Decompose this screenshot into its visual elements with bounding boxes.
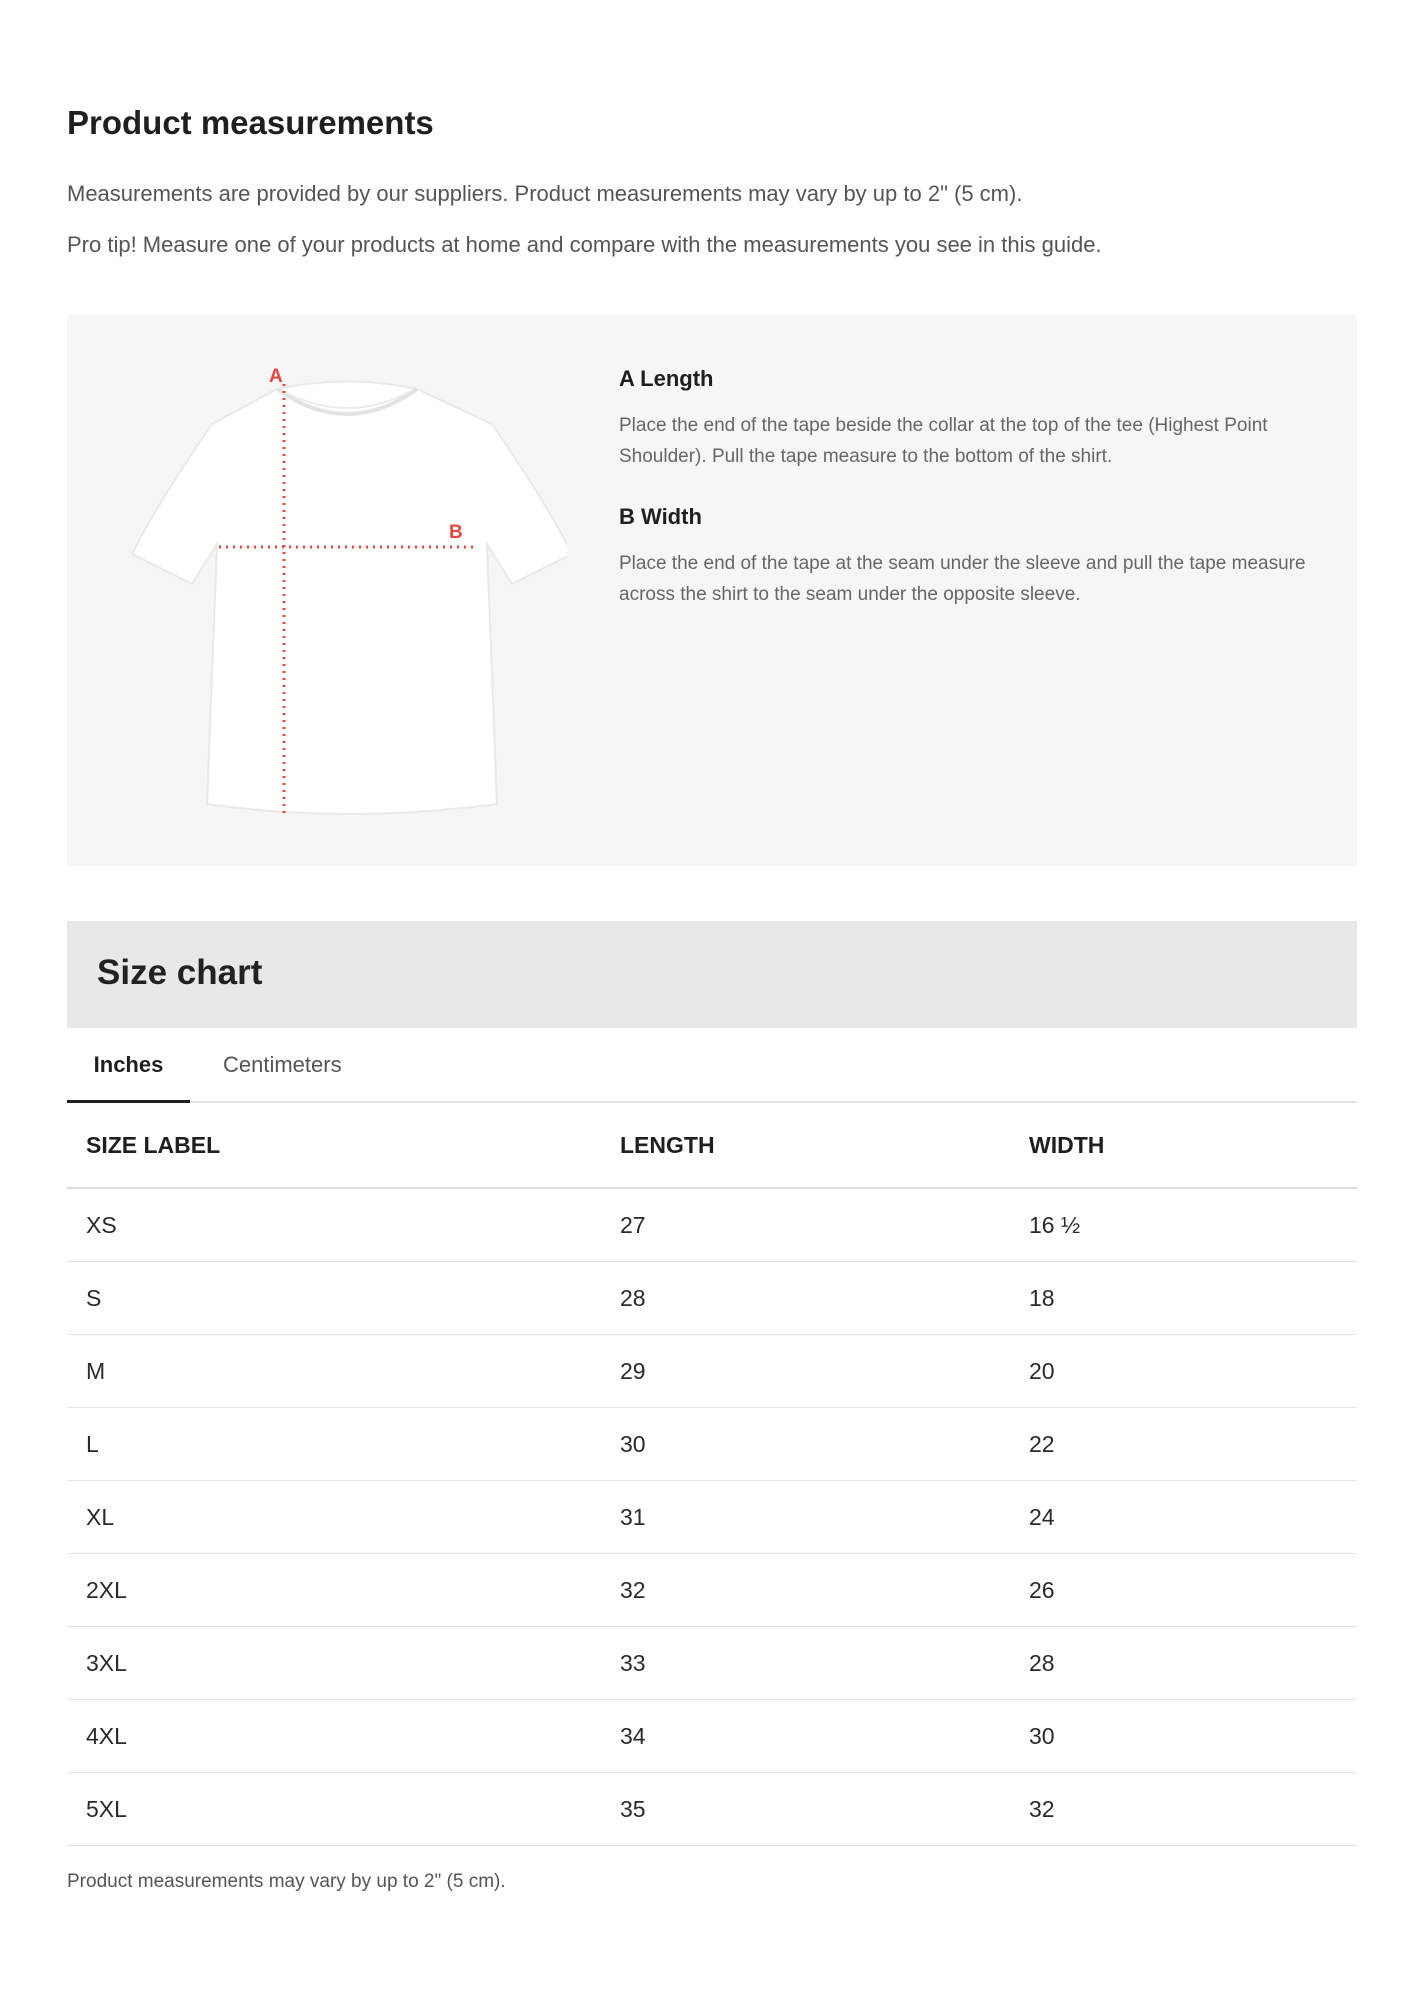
column-header-width: WIDTH bbox=[1010, 1103, 1357, 1188]
page-title: Product measurements bbox=[67, 104, 434, 141]
size-cell: 4XL bbox=[67, 1700, 601, 1773]
tab-centimeters[interactable]: Centimeters bbox=[223, 1052, 342, 1077]
width-cell: 32 bbox=[1010, 1773, 1357, 1846]
size-cell: XS bbox=[67, 1188, 601, 1262]
length-cell: 27 bbox=[601, 1188, 1010, 1262]
length-cell: 32 bbox=[601, 1554, 1010, 1627]
length-cell: 34 bbox=[601, 1700, 1010, 1773]
marker-b: B bbox=[449, 522, 463, 543]
table-row bbox=[67, 1262, 1357, 1335]
size-table bbox=[67, 1103, 1357, 1846]
measurement-footnote: Product measurements may vary by up to 2" (5 cm). bbox=[67, 1871, 506, 1892]
length-cell: 29 bbox=[601, 1335, 1010, 1408]
width-description: Place the end of the tape at the seam under the sleeve and pull the tape measure across the shirt to the seam under the opposite sleeve. bbox=[619, 553, 1306, 605]
measurement-guide bbox=[67, 314, 1357, 866]
unit-tabs bbox=[67, 1028, 1357, 1103]
length-cell: 33 bbox=[601, 1627, 1010, 1700]
size-cell: XL bbox=[67, 1481, 601, 1554]
tshirt-diagram bbox=[127, 354, 567, 824]
size-cell: L bbox=[67, 1408, 601, 1481]
length-cell: 28 bbox=[601, 1262, 1010, 1335]
length-description: Place the end of the tape beside the collar at the top of the tee (Highest Point Shoulder). Pull the tape measure to the bottom of the shirt. bbox=[619, 415, 1268, 467]
marker-a: A bbox=[269, 366, 283, 387]
width-cell: 24 bbox=[1010, 1481, 1357, 1554]
size-chart-title: Size chart bbox=[97, 953, 263, 992]
length-heading: A Length bbox=[619, 366, 714, 391]
table-row bbox=[67, 1335, 1357, 1408]
width-cell: 20 bbox=[1010, 1335, 1357, 1408]
width-cell: 22 bbox=[1010, 1408, 1357, 1481]
tab-inches[interactable]: Inches bbox=[67, 1028, 190, 1101]
size-cell: 2XL bbox=[67, 1554, 601, 1627]
table-row bbox=[67, 1408, 1357, 1481]
size-chart-header bbox=[67, 921, 1357, 1028]
length-cell: 35 bbox=[601, 1773, 1010, 1846]
guide-descriptions bbox=[619, 366, 1319, 642]
tshirt-image bbox=[132, 382, 567, 815]
width-cell: 26 bbox=[1010, 1554, 1357, 1627]
table-header-row bbox=[67, 1103, 1357, 1188]
table-row bbox=[67, 1700, 1357, 1773]
size-cell: S bbox=[67, 1262, 601, 1335]
table-row bbox=[67, 1773, 1357, 1846]
intro-text: Measurements are provided by our suppliers. Product measurements may vary by up to 2" (5 cm). bbox=[67, 181, 1023, 206]
table-row bbox=[67, 1627, 1357, 1700]
size-cell: M bbox=[67, 1335, 601, 1408]
table-row bbox=[67, 1188, 1357, 1262]
size-cell: 5XL bbox=[67, 1773, 601, 1846]
length-cell: 30 bbox=[601, 1408, 1010, 1481]
table-row bbox=[67, 1481, 1357, 1554]
width-cell: 28 bbox=[1010, 1627, 1357, 1700]
width-cell: 18 bbox=[1010, 1262, 1357, 1335]
column-header-length: LENGTH bbox=[601, 1103, 1010, 1188]
pro-tip-text: Pro tip! Measure one of your products at home and compare with the measurements you see in this guide. bbox=[67, 232, 1102, 257]
width-heading: B Width bbox=[619, 504, 702, 529]
size-cell: 3XL bbox=[67, 1627, 601, 1700]
width-cell: 16 ½ bbox=[1010, 1188, 1357, 1262]
length-cell: 31 bbox=[601, 1481, 1010, 1554]
width-cell: 30 bbox=[1010, 1700, 1357, 1773]
column-header-size-label: SIZE LABEL bbox=[67, 1103, 601, 1188]
table-row bbox=[67, 1554, 1357, 1627]
